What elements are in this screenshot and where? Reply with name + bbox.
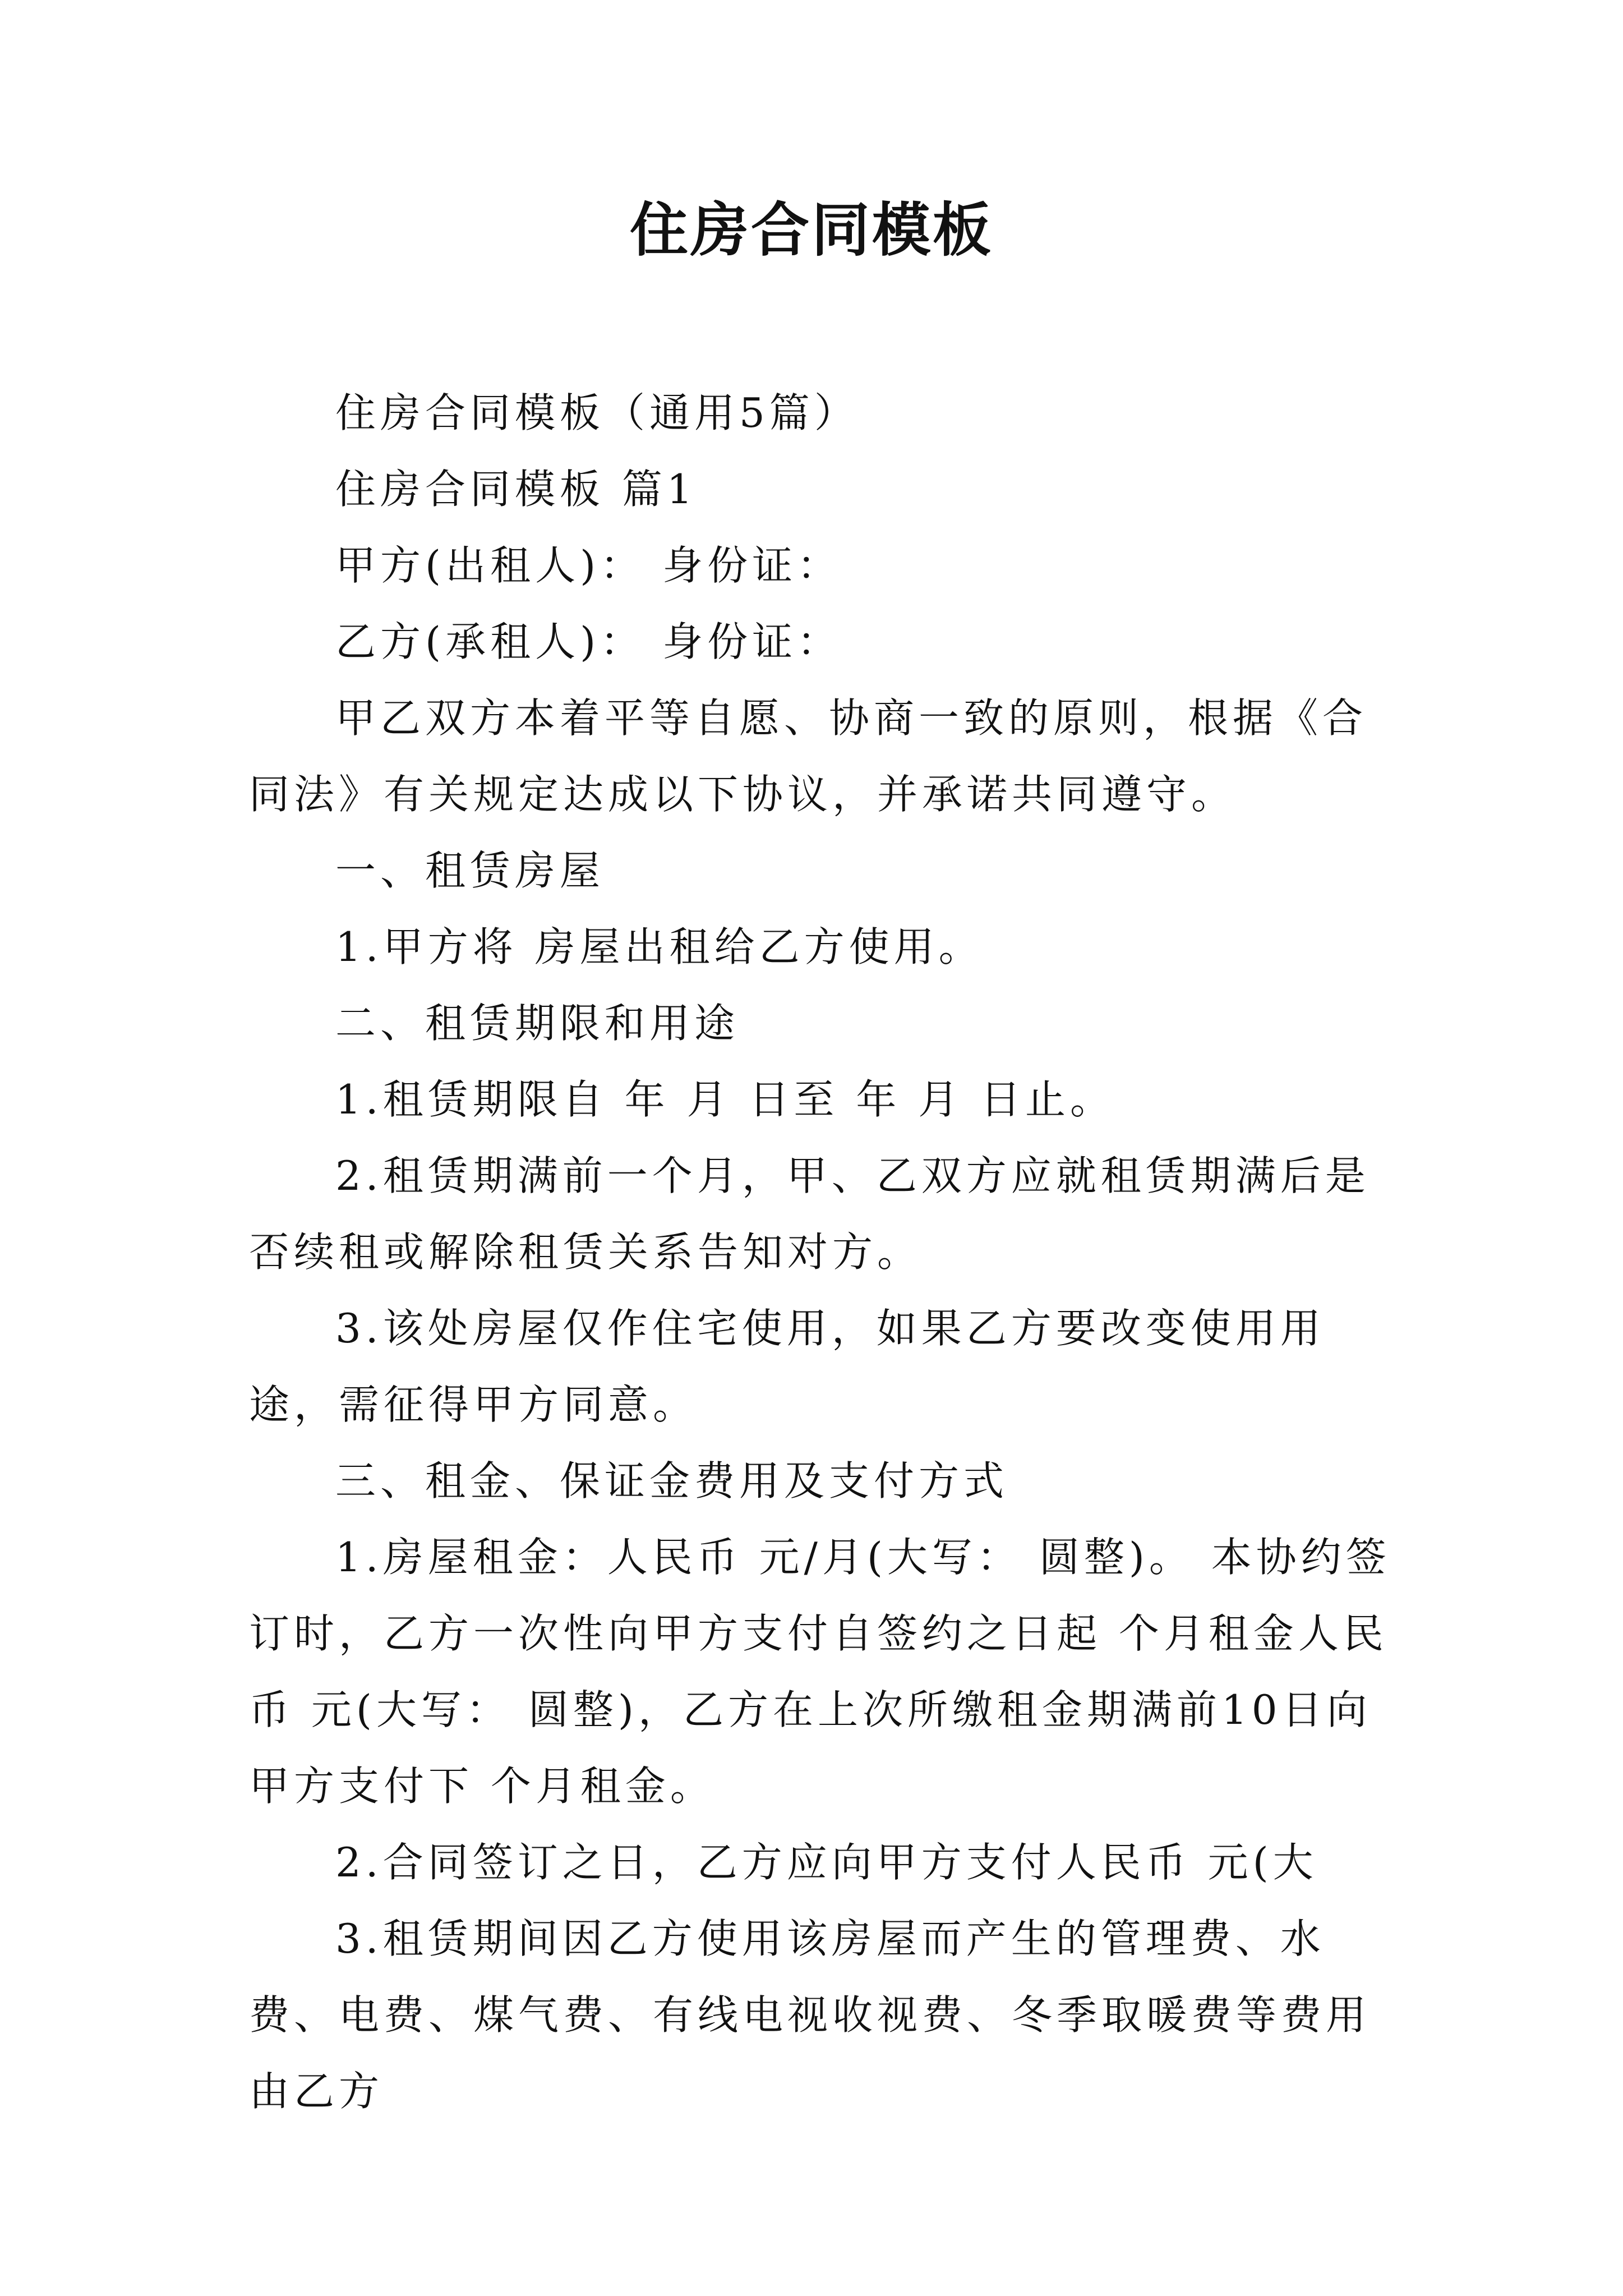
paragraph-clause: 3.租赁期间因乙方使用该房屋而产生的管理费、水费、电费、煤气费、有线电视收视费、冬季取暖费等费用由乙方 <box>249 1915 1371 2115</box>
paragraph-subtitle: 住房合同模板（通用5篇） <box>335 389 859 436</box>
paragraph-preamble: 甲乙双方本着平等自愿、协商一致的原则，根据《合同法》有关规定达成以下协议，并承诺共同遵守。 <box>249 694 1368 818</box>
document-title: 住房合同模板 <box>629 195 993 264</box>
paragraph-party-a: 甲方(出租人)： 身份证： <box>335 542 842 589</box>
paragraph-clause: 1.甲方将 房屋出租给乙方使用。 <box>335 923 984 970</box>
paragraph-party-b: 乙方(承租人)： 身份证： <box>335 618 842 665</box>
paragraph-clause: 2.合同签订之日，乙方应向甲方支付人民币 元(大 <box>335 1839 1318 1886</box>
paragraph-section-heading: 住房合同模板 篇1 <box>335 466 697 513</box>
document-body <box>249 375 1394 2129</box>
paragraph-clause: 2.租赁期满前一个月，甲、乙双方应就租赁期满后是否续租或解除租赁关系告知对方。 <box>249 1152 1370 1276</box>
paragraph-heading-rental-house: 一、租赁房屋 <box>335 847 605 894</box>
paragraph-clause: 3.该处房屋仅作住宅使用，如果乙方要改变使用用途，需征得甲方同意。 <box>249 1305 1325 1428</box>
paragraph-clause: 1.租赁期限自 年 月 日至 年 月 日止。 <box>335 1076 1115 1123</box>
paragraph-clause: 1.房屋租金：人民币 元/月(大写： 圆整)。 本协约签订时，乙方一次性向甲方支付自签约之日起 个月租金人民币 元(大写： 圆整)，乙方在上次所缴租金期满前10日向甲方支付下 个月租金。 <box>249 1534 1391 1810</box>
paragraph-heading-rent-payment: 三、租金、保证金费用及支付方式 <box>335 1457 1009 1504</box>
paragraph-heading-term-use: 二、租赁期限和用途 <box>335 1000 740 1047</box>
